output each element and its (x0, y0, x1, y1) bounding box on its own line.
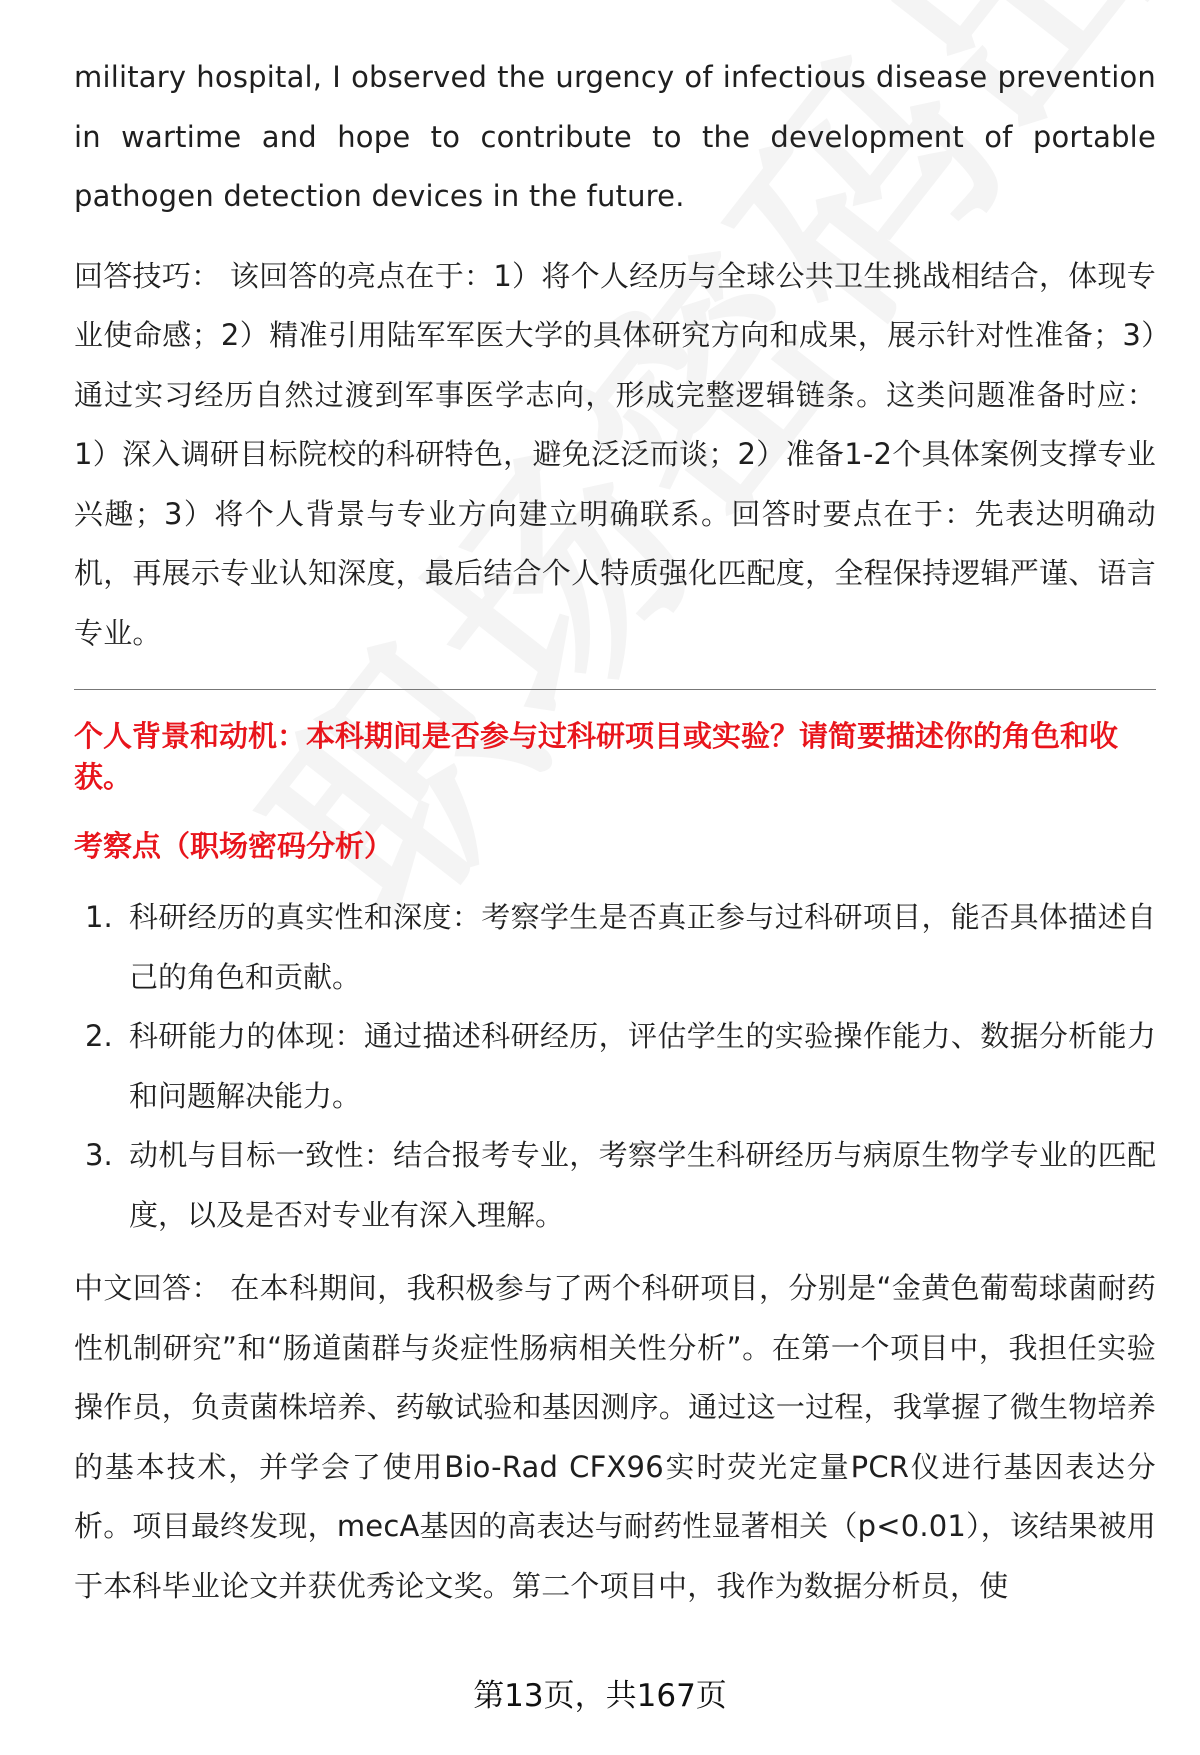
list-item (74, 888, 1156, 1007)
document-page (74, 48, 1156, 1616)
list-item (74, 1007, 1156, 1126)
list-item-text: 动机与目标一致性：结合报考专业，考察学生科研经历与病原生物学专业的匹配度，以及是否对专业有深入理解。 (129, 1138, 1156, 1232)
list-item-text: 科研经历的真实性和深度：考察学生是否真正参与过科研项目，能否具体描述自己的角色和贡献。 (129, 900, 1156, 994)
section-divider (74, 689, 1156, 690)
page-number-footer: 第13页，共167页 (473, 1678, 727, 1714)
list-item (74, 1126, 1156, 1245)
list-item-number: 2. (85, 1019, 113, 1053)
answer-paragraph: 中文回答： 在本科期间，我积极参与了两个科研项目，分别是“金黄色葡萄球菌耐药性机制研究”和“肠道菌群与炎症性肠病相关性分析”。在第一个项目中，我担任实验操作员，负责菌株培养、药敏试验和基因测序。通过这一过程，我掌握了微生物培养的基本技术，并学会了使用Bio-Rad CFX96实时荧光定量PCR仪进行基因表达分析。项目最终发现，mecA基因的高表达与耐药性显著相关（p<0.01），该结果被用于本科毕业论文并获优秀论文奖。第二个项目中，我作为数据分析员，使 (74, 1271, 1156, 1603)
list-item-number: 1. (85, 900, 113, 934)
exam-points-heading: 考察点（职场密码分析） (74, 829, 394, 863)
exam-points-list (74, 888, 1156, 1245)
tips-paragraph: 回答技巧： 该回答的亮点在于：1）将个人经历与全球公共卫生挑战相结合，体现专业使命感；2）精准引用陆军军医大学的具体研究方向和成果，展示针对性准备；3）通过实习经历自然过渡到军事医学志向，形成完整逻辑链条。这类问题准备时应：1）深入调研目标院校的科研特色，避免泛泛而谈；2）准备1-2个具体案例支撑专业兴趣；3）将个人背景与专业方向建立明确联系。回答时要点在于：先表达明确动机，再展示专业认知深度，最后结合个人特质强化匹配度，全程保持逻辑严谨、语言专业。 (74, 258, 1156, 650)
list-item-text: 科研能力的体现：通过描述科研经历，评估学生的实验操作能力、数据分析能力和问题解决能力。 (129, 1019, 1156, 1113)
question-heading: 个人背景和动机：本科期间是否参与过科研项目或实验？请简要描述你的角色和收获。 (74, 719, 1119, 794)
list-item-number: 3. (85, 1138, 113, 1172)
intro-paragraph: military hospital, I observed the urgency of infectious disease prevention in wartime and hope to contribute to the development of portable pathogen detection devices in the future. (74, 60, 1156, 213)
